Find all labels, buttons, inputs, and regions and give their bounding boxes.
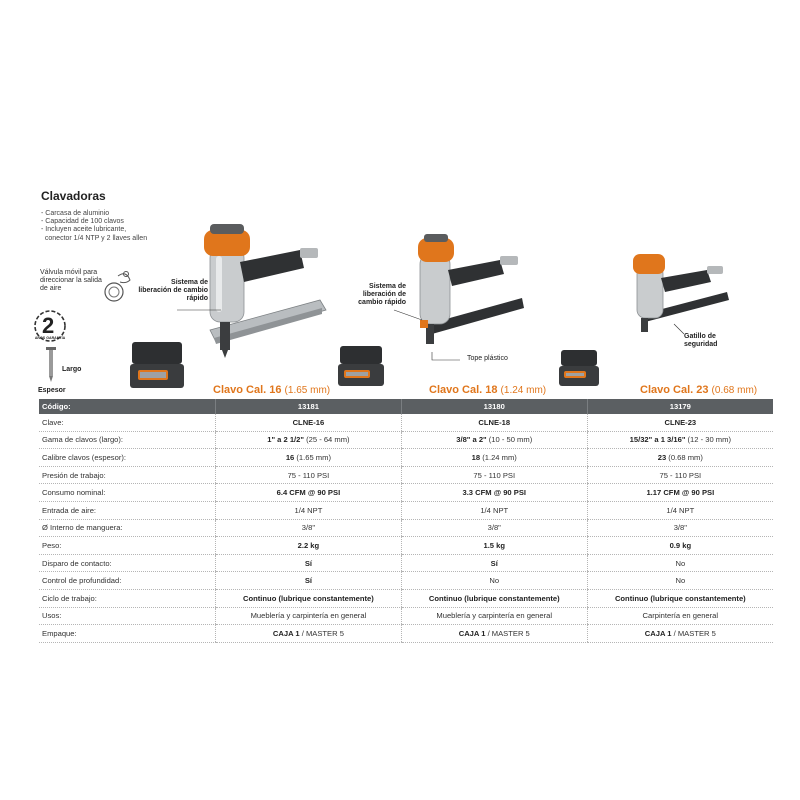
nail-icon — [40, 346, 62, 384]
value-normal: / MASTER 5 — [299, 628, 344, 638]
row-value — [216, 607, 402, 625]
page-title: Clavadoras — [41, 189, 106, 203]
row-value — [587, 484, 773, 502]
row-value — [587, 501, 773, 519]
row-value — [401, 589, 587, 607]
row-value — [587, 554, 773, 572]
row-value — [401, 466, 587, 484]
value-normal: (1.65 mm) — [294, 452, 331, 462]
row-label: Control de profundidad: — [39, 572, 216, 590]
row-label: Usos: — [39, 607, 216, 625]
spec-table — [39, 399, 773, 643]
value-bold: Sí — [304, 558, 312, 568]
row-label: Presión de trabajo: — [39, 466, 216, 484]
row-value — [216, 449, 402, 467]
value-bold: 23 — [657, 452, 667, 462]
row-label: Gama de clavos (largo): — [39, 431, 216, 449]
nail-caliber-label: Clavo Cal. 23 — [640, 384, 709, 396]
row-value — [216, 414, 402, 431]
value-bold: CLNE-23 — [664, 417, 697, 427]
nail-caliber-mm: (0.68 mm) — [711, 385, 758, 396]
value-normal: No — [489, 576, 500, 586]
row-value — [401, 449, 587, 467]
release-system-callout-1: Sistema de liberación de cambio rápido — [138, 279, 208, 302]
value-normal: Carpintería en general — [642, 611, 719, 621]
value-normal: No — [675, 558, 686, 568]
header-code: 13181 — [216, 399, 402, 414]
value-normal: Mueblería y carpintería en general — [436, 611, 553, 621]
safety-trigger-callout: Gatillo de seguridad — [684, 333, 718, 348]
value-normal: / MASTER 5 — [671, 628, 716, 638]
row-value — [401, 484, 587, 502]
row-value — [587, 572, 773, 590]
value-bold: 15/32" a 1 3/16" — [629, 435, 686, 445]
value-normal: 1/4 NPT — [480, 505, 509, 515]
nail-caliber-23 — [640, 384, 757, 396]
row-value — [216, 537, 402, 555]
value-normal: 75 - 110 PSI — [659, 470, 702, 480]
table-row — [39, 414, 773, 431]
row-value — [401, 537, 587, 555]
nail-caliber-mm: (1.65 mm) — [284, 385, 331, 396]
row-value — [216, 484, 402, 502]
table-row — [39, 554, 773, 572]
value-normal: 3/8" — [301, 523, 316, 533]
case-16-image — [128, 340, 188, 392]
value-normal: 3/8" — [673, 523, 687, 533]
case-18-image — [336, 344, 388, 390]
row-label: Clave: — [39, 414, 216, 431]
case-23-image — [558, 348, 602, 390]
table-row — [39, 449, 773, 467]
row-label: Disparo de contacto: — [39, 554, 216, 572]
value-normal: (25 - 64 mm) — [304, 435, 350, 445]
table-row — [39, 589, 773, 607]
table-row — [39, 519, 773, 537]
row-value — [401, 501, 587, 519]
table-header-row — [39, 399, 773, 414]
row-value — [216, 625, 402, 643]
nail-caliber-mm: (1.24 mm) — [500, 385, 547, 396]
row-value — [216, 554, 402, 572]
row-value — [216, 589, 402, 607]
value-normal: 3/8" — [487, 523, 501, 533]
value-bold: CLNE-18 — [478, 417, 511, 427]
value-normal: (12 - 30 mm) — [685, 435, 731, 445]
warranty-text: AÑOS GARANTÍA — [34, 336, 66, 340]
nail-caliber-18 — [429, 384, 546, 396]
row-label: Empaque: — [39, 625, 216, 643]
row-label: Calibre clavos (espesor): — [39, 449, 216, 467]
row-value — [216, 431, 402, 449]
value-bold: 0.9 kg — [669, 540, 692, 550]
row-value — [401, 625, 587, 643]
value-bold: CAJA 1 — [644, 628, 672, 638]
value-normal: 1/4 NPT — [666, 505, 695, 515]
table-row — [39, 501, 773, 519]
row-value — [401, 554, 587, 572]
table-row — [39, 572, 773, 590]
value-bold: Continuo (lubrique constantemente) — [243, 593, 374, 603]
feature-item: - Incluyen aceite lubricante, — [41, 226, 127, 234]
row-value — [401, 607, 587, 625]
row-value — [216, 572, 402, 590]
value-bold: 16 — [285, 452, 295, 462]
value-bold: 6.4 CFM @ 90 PSI — [276, 488, 341, 498]
value-normal: No — [675, 576, 686, 586]
table-row — [39, 625, 773, 643]
row-value — [216, 466, 402, 484]
value-bold: 2.2 kg — [297, 540, 320, 550]
value-bold: 18 — [471, 452, 481, 462]
row-label: Ciclo de trabajo: — [39, 589, 216, 607]
table-row — [39, 607, 773, 625]
row-label: Entrada de aire: — [39, 501, 216, 519]
value-bold: 1.17 CFM @ 90 PSI — [646, 488, 715, 498]
row-label: Consumo nominal: — [39, 484, 216, 502]
row-value — [587, 625, 773, 643]
table-row — [39, 431, 773, 449]
value-bold: 1.5 kg — [483, 540, 505, 550]
value-bold: Continuo (lubrique constantemente) — [428, 593, 560, 603]
header-code: 13179 — [587, 399, 773, 414]
row-value — [401, 414, 587, 431]
value-normal: (10 - 50 mm) — [486, 435, 533, 445]
row-value — [587, 431, 773, 449]
row-value — [216, 519, 402, 537]
table-row — [39, 466, 773, 484]
feature-list — [41, 210, 171, 243]
header-label: Código: — [39, 399, 216, 414]
table-row — [39, 484, 773, 502]
release-leader-1 — [175, 296, 225, 316]
release-leader-2 — [392, 306, 432, 326]
value-normal: / MASTER 5 — [485, 628, 530, 638]
feature-item: - Carcasa de aluminio — [41, 210, 110, 217]
warranty-years: 2 — [42, 313, 55, 338]
warranty-badge — [33, 309, 67, 343]
valve-annotation: Válvula móvil para direccionar la salida de aire — [40, 269, 102, 292]
row-value — [587, 519, 773, 537]
row-label: Ø Interno de manguera: — [39, 519, 216, 537]
tope-callout: Tope plástico — [467, 355, 508, 362]
tope-leader — [430, 350, 466, 366]
nail-thickness-label: Espesor — [38, 387, 66, 394]
release-system-callout-2: Sistema de liberación de cambio rápido — [358, 283, 406, 306]
value-bold: CLNE-16 — [292, 417, 325, 427]
nail-caliber-label: Clavo Cal. 18 — [429, 384, 498, 396]
value-normal: (1.24 mm) — [480, 452, 517, 462]
value-bold: 3.3 CFM @ 90 PSI — [462, 488, 527, 498]
value-normal: 1/4 NPT — [294, 505, 323, 515]
nailer-18-image — [400, 228, 530, 353]
value-bold: CAJA 1 — [272, 628, 300, 638]
row-value — [401, 431, 587, 449]
row-value — [587, 607, 773, 625]
row-value — [587, 537, 773, 555]
row-value — [401, 519, 587, 537]
row-value — [216, 501, 402, 519]
nail-caliber-16 — [213, 384, 330, 396]
feature-item: conector 1/4 NTP y 2 llaves allen — [41, 234, 148, 242]
value-bold: 3/8" a 2" — [456, 435, 487, 445]
nail-length-label: Largo — [62, 366, 82, 373]
row-value — [401, 572, 587, 590]
value-bold: Continuo (lubrique constantemente) — [614, 593, 746, 603]
value-bold: Sí — [304, 576, 312, 586]
value-normal: Mueblería y carpintería en general — [250, 611, 367, 621]
value-bold: Sí — [490, 558, 498, 568]
nail-caliber-label: Clavo Cal. 16 — [213, 384, 282, 396]
row-value — [587, 449, 773, 467]
value-normal: (0.68 mm) — [666, 452, 703, 462]
row-label: Peso: — [39, 537, 216, 555]
header-code: 13180 — [401, 399, 587, 414]
valve-icon — [100, 264, 140, 304]
row-value — [587, 466, 773, 484]
value-normal: 75 - 110 PSI — [287, 470, 330, 480]
feature-item: - Capacidad de 100 clavos — [41, 218, 124, 226]
row-value — [587, 589, 773, 607]
value-bold: 1" a 2 1/2" — [267, 435, 304, 445]
value-normal: 75 - 110 PSI — [473, 470, 516, 480]
value-bold: CAJA 1 — [458, 628, 486, 638]
row-value — [587, 414, 773, 431]
table-row — [39, 537, 773, 555]
